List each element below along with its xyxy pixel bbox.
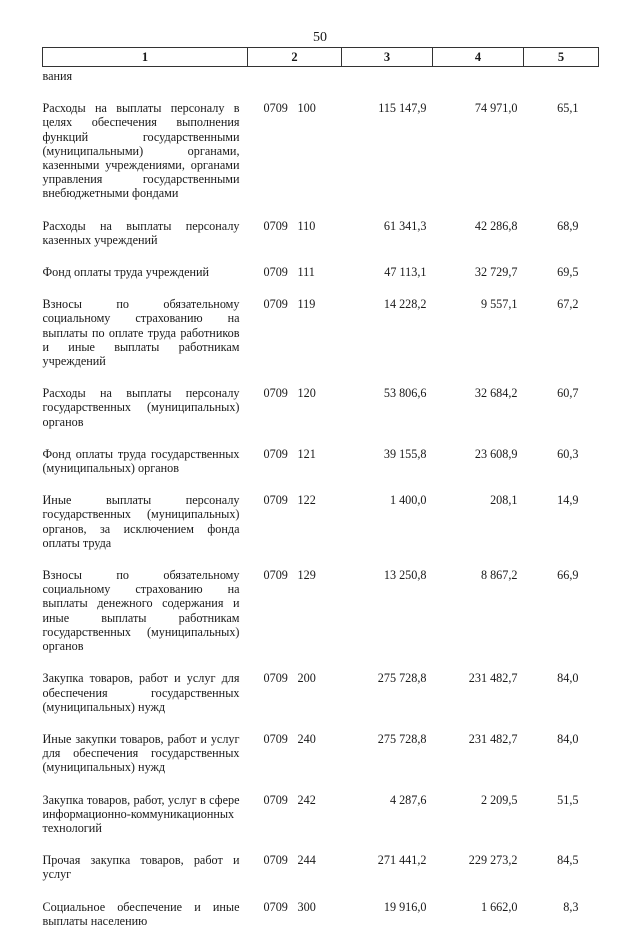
table-row — [43, 67, 599, 84]
row-codes — [248, 851, 342, 881]
row-spacer-cell — [43, 429, 599, 445]
table-row — [43, 445, 599, 475]
row-codes — [248, 384, 342, 429]
row-section-code: 0709 — [263, 297, 288, 312]
row-value-col5: 14,9 — [557, 493, 579, 508]
row-section-code: 0709 — [263, 101, 288, 116]
row-value-col4: 2 209,5 — [480, 792, 518, 807]
row-value-col5: 66,9 — [557, 568, 579, 583]
row-spacer — [43, 279, 599, 295]
row-expense-code: 129 — [297, 568, 316, 583]
row-section-code: 0709 — [263, 731, 288, 746]
row-codes — [248, 295, 342, 368]
row-value-col5: 68,9 — [557, 218, 579, 233]
row-name: Фонд оплаты труда государственных (муниципальных) органов — [42, 446, 240, 476]
budget-table — [42, 47, 599, 928]
row-codes — [248, 898, 342, 928]
row-spacer-cell — [43, 882, 599, 898]
table-row — [43, 263, 599, 279]
row-codes — [248, 99, 342, 200]
row-value-col5: 60,3 — [557, 446, 579, 461]
row-section-code: 0709 — [263, 493, 288, 508]
column-header-3: 3 — [342, 48, 433, 67]
table-row — [43, 791, 599, 836]
row-name: Иные выплаты персоналу государственных (муниципальных) органов, за исключением фонда оплаты труда — [42, 493, 240, 550]
row-codes — [248, 217, 342, 247]
row-value-col3: 61 341,3 — [383, 218, 427, 233]
row-value-col4: 1 662,0 — [480, 899, 518, 914]
row-spacer — [43, 653, 599, 669]
row-codes — [248, 791, 342, 836]
row-spacer — [43, 429, 599, 445]
row-value-col4: 23 608,9 — [474, 446, 518, 461]
row-codes — [248, 669, 342, 714]
table-row — [43, 217, 599, 247]
row-name: Взносы по обязательному социальному страхованию на выплаты денежного содержания и иные выплаты работникам государственных (муниципальных) органов — [42, 568, 240, 654]
row-value-col4: 231 482,7 — [468, 731, 518, 746]
table-row — [43, 566, 599, 653]
row-spacer — [43, 201, 599, 217]
row-value-col4: 9 557,1 — [480, 297, 518, 312]
row-value-col4: 231 482,7 — [468, 671, 518, 686]
row-section-code: 0709 — [263, 671, 288, 686]
row-value-col3: 271 441,2 — [377, 853, 427, 868]
row-spacer-cell — [43, 714, 599, 730]
row-spacer — [43, 247, 599, 263]
row-value-col5: 51,5 — [557, 792, 579, 807]
table-header-row — [43, 48, 599, 67]
row-codes — [248, 263, 342, 279]
row-codes — [248, 491, 342, 550]
row-name: Социальное обеспечение и иные выплаты населению — [42, 899, 240, 928]
column-header-4: 4 — [433, 48, 524, 67]
page-number: 50 — [313, 30, 327, 45]
row-value-col3: 13 250,8 — [383, 568, 427, 583]
table-row — [43, 295, 599, 368]
row-value-col5: 84,0 — [557, 731, 579, 746]
row-spacer — [43, 368, 599, 384]
row-expense-code: 110 — [297, 218, 316, 233]
row-spacer-cell — [43, 775, 599, 791]
table-row — [43, 730, 599, 775]
row-name: вания — [42, 69, 73, 83]
row-codes — [248, 445, 342, 475]
row-expense-code: 300 — [297, 899, 316, 914]
row-value-col5: 8,3 — [563, 899, 579, 914]
row-value-col3: 1 400,0 — [389, 493, 427, 508]
row-spacer — [43, 550, 599, 566]
table-body — [43, 67, 599, 928]
row-value-col3: 14 228,2 — [383, 297, 427, 312]
table-row — [43, 99, 599, 200]
column-header-2: 2 — [248, 48, 342, 67]
row-value-col3: 19 916,0 — [383, 899, 427, 914]
row-spacer — [43, 475, 599, 491]
row-spacer — [43, 714, 599, 730]
row-name: Расходы на выплаты персоналу казенных учреждений — [42, 218, 240, 247]
row-spacer-cell — [43, 83, 599, 99]
row-value-col3: 39 155,8 — [383, 446, 427, 461]
row-value-col3: 53 806,6 — [383, 386, 427, 401]
row-value-col5: 60,7 — [557, 386, 579, 401]
row-spacer — [43, 83, 599, 99]
row-spacer-cell — [43, 550, 599, 566]
row-name: Прочая закупка товаров, работ и услуг — [42, 853, 240, 882]
row-expense-code: 242 — [297, 792, 316, 807]
row-spacer — [43, 835, 599, 851]
row-expense-code: 244 — [297, 853, 316, 868]
column-header-5: 5 — [524, 48, 599, 67]
row-spacer-cell — [43, 279, 599, 295]
row-section-code: 0709 — [263, 386, 288, 401]
row-expense-code: 100 — [297, 101, 316, 116]
row-name: Иные закупки товаров, работ и услуг для обеспечения государственных (муниципальных) нужд — [42, 731, 240, 775]
row-name: Расходы на выплаты персоналу государственных (муниципальных) органов — [42, 386, 240, 429]
row-value-col5: 69,5 — [557, 265, 579, 280]
row-expense-code: 122 — [297, 493, 316, 508]
row-name: Закупка товаров, работ и услуг для обеспечения государственных (муниципальных) нужд — [42, 671, 240, 714]
row-spacer — [43, 882, 599, 898]
table-row — [43, 384, 599, 429]
row-value-col3: 47 113,1 — [384, 265, 427, 280]
column-header-1: 1 — [43, 48, 248, 67]
row-name: Фонд оплаты труда учреждений — [42, 265, 210, 280]
row-spacer — [43, 775, 599, 791]
row-spacer-cell — [43, 653, 599, 669]
row-expense-code: 121 — [297, 446, 316, 461]
row-section-code: 0709 — [263, 792, 288, 807]
row-section-code: 0709 — [263, 218, 288, 233]
table-row — [43, 491, 599, 550]
row-codes — [248, 730, 342, 775]
row-expense-code: 120 — [297, 386, 316, 401]
row-value-col3: 275 728,8 — [377, 671, 427, 686]
row-spacer-cell — [43, 835, 599, 851]
row-value-col4: 32 684,2 — [474, 386, 518, 401]
row-spacer-cell — [43, 475, 599, 491]
row-section-code: 0709 — [263, 265, 288, 280]
row-value-col5: 84,0 — [557, 671, 579, 686]
row-spacer-cell — [43, 201, 599, 217]
row-name: Взносы по обязательному социальному страхованию на выплаты по оплате труда работников и иные выплаты работникам учреждений — [42, 297, 240, 369]
row-value-col4: 229 273,2 — [468, 853, 518, 868]
row-value-col4: 32 729,7 — [474, 265, 518, 280]
row-expense-code: 200 — [297, 671, 316, 686]
row-expense-code: 119 — [297, 297, 316, 312]
table-row — [43, 669, 599, 714]
row-value-col3: 275 728,8 — [377, 731, 427, 746]
row-value-col4: 42 286,8 — [474, 218, 518, 233]
row-spacer-cell — [43, 247, 599, 263]
table-row — [43, 898, 599, 928]
row-name: Закупка товаров, работ, услуг в сфере информационно-коммуникационных технологий — [42, 792, 240, 835]
row-expense-code: 111 — [297, 265, 315, 280]
row-section-code: 0709 — [263, 853, 288, 868]
row-section-code: 0709 — [263, 568, 288, 583]
row-name: Расходы на выплаты персоналу в целях обеспечения выполнения функций государственными (муниципальными) органами, казенными учреждениями, органами управления государственными внебюджетными фондами — [42, 101, 240, 201]
row-value-col5: 84,5 — [557, 853, 579, 868]
row-value-col5 — [524, 67, 599, 84]
row-expense-code: 240 — [297, 731, 316, 746]
row-value-col4: 208,1 — [490, 493, 518, 508]
row-value-col5: 65,1 — [557, 101, 579, 116]
row-value-col3: 4 287,6 — [389, 792, 427, 807]
row-value-col3 — [342, 67, 433, 84]
table-row — [43, 851, 599, 881]
row-section-code: 0709 — [263, 899, 288, 914]
row-codes — [248, 67, 342, 84]
row-section-code: 0709 — [263, 446, 288, 461]
row-value-col4 — [433, 67, 524, 84]
row-value-col5: 67,2 — [557, 297, 579, 312]
row-value-col4: 8 867,2 — [480, 568, 518, 583]
row-value-col3: 115 147,9 — [378, 101, 427, 116]
row-spacer-cell — [43, 368, 599, 384]
row-codes — [248, 566, 342, 653]
row-value-col4: 74 971,0 — [474, 101, 518, 116]
